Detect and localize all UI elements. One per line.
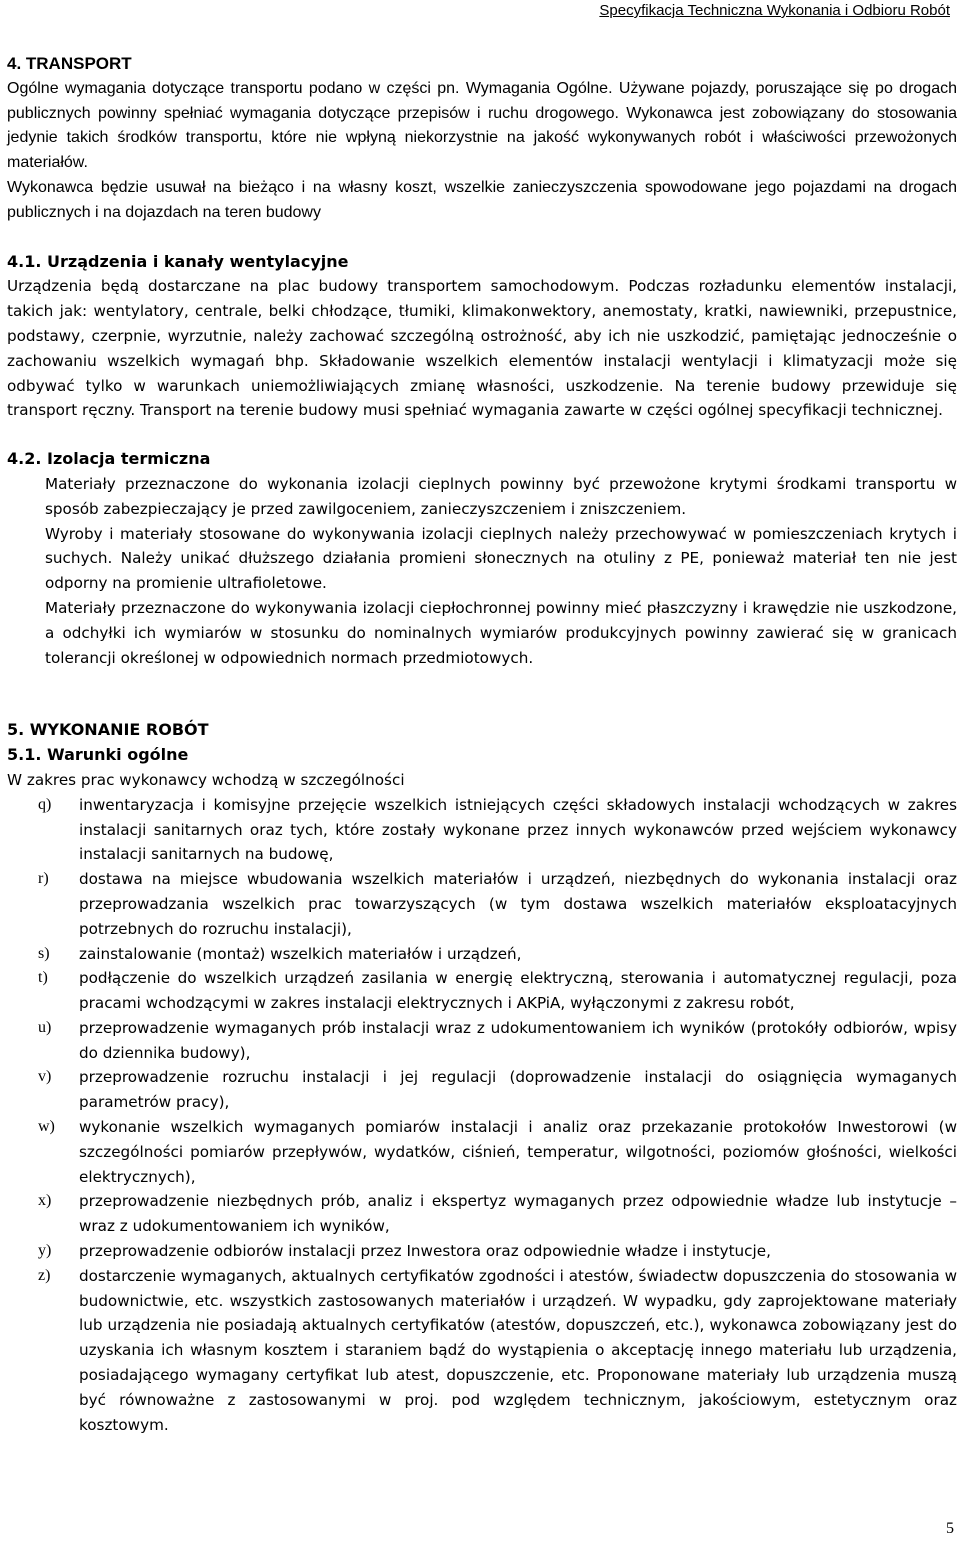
list-marker: t) <box>38 969 48 987</box>
list-marker: w) <box>38 1118 55 1136</box>
list-item <box>7 1189 957 1239</box>
list-marker: r) <box>38 870 49 888</box>
section-5-1-heading: 5.1. Warunki ogólne <box>7 745 189 765</box>
page-number: 5 <box>946 1520 954 1537</box>
list-item <box>7 867 957 941</box>
section-4-2-paragraph-2: Wyroby i materiały stosowane do wykonywania izolacji cieplnych należy przechowywać w pomieszczeniach krytych i suchych. Należy unikać dłuższego działania promieni słonecznych na otuliny z PE, ponieważ materiał ten nie jest odporny na promienie ultrafioletowe. <box>45 524 957 593</box>
document-body <box>7 52 957 1437</box>
list-item <box>7 1264 957 1438</box>
list-marker: u) <box>38 1018 52 1036</box>
list-item-text: dostarczenie wymaganych, aktualnych certyfikatów zgodności i atestów, świadectw dopuszczenia do stosowania w budownictwie, etc. wszystkich zastosowanych materiałów i urządzeń. W wypadku, gdy zaprojektowane materiały lub urządzenia nie posiadają aktualnych certyfikatów (atestów, dopuszczeń, etc.), wykonawca zobowiązany jest do uzyskania ich własnym kosztem i staraniem bądź do wystąpienia o akceptację innego materiału lub urządzenia, posiadającego wymagany certyfikat lub atest, dopuszczenie, etc. Proponowane materiały lub urządzenia muszą być równoważne z zastosowanymi w proj. pod względem technicznym, jakościowym, estetycznym oraz kosztowym. <box>79 1266 957 1434</box>
scope-list <box>7 793 957 1438</box>
list-item-text: podłączenie do wszelkich urządzeń zasilania w energię elektryczną, sterowania i automatycznej regulacji, poza pracami wchodzącymi w zakres instalacji elektrycznych i AKPiA, wyłączonymi z zakresu robót, <box>79 969 957 1013</box>
list-item <box>7 1016 957 1066</box>
list-marker: y) <box>38 1242 52 1260</box>
section-5-1-intro: W zakres prac wykonawcy wchodzą w szczególności <box>7 770 405 789</box>
section-4-paragraph-2: Wykonawca będzie usuwał na bieżąco i na własny koszt, wszelkie zanieczyszczenia spowodowane jego pojazdami na drogach publicznych i na dojazdach na teren budowy <box>7 178 957 221</box>
list-item <box>7 1239 957 1264</box>
list-item-text: przeprowadzenie odbiorów instalacji przez Inwestora oraz odpowiednie władze i instytucje, <box>79 1242 771 1261</box>
section-4-2-heading: 4.2. Izolacja termiczna <box>7 449 211 469</box>
list-marker: x) <box>38 1192 52 1210</box>
list-item <box>7 966 957 1016</box>
section-4-2-paragraph-1: Materiały przeznaczone do wykonania izolacji cieplnych powinny być przewożone krytymi środkami transportu w sposób zabezpieczający je przed zawilgoceniem, zanieczyszczeniem i zniszczeniem. <box>45 474 957 518</box>
list-item-text: dostawa na miejsce wbudowania wszelkich materiałów i urządzeń, niezbędnych do wykonania instalacji oraz przeprowadzania wszelkich prac towarzyszących (w tym dostawa wszelkich materiałów eksploatacyjnych potrzebnych do rozruchu instalacji), <box>79 870 957 938</box>
list-item-text: wykonanie wszelkich wymaganych pomiarów instalacji i analiz oraz przekazanie protokołów Inwestorowi (w szczególności pomiarów przepływów, wydatków, ciśnień, temperatur, wilgotności, poziomów głośności, wielkości elektrycznych), <box>79 1118 957 1186</box>
section-5-heading: 5. WYKONANIE ROBÓT <box>7 720 209 740</box>
section-4-heading: 4. TRANSPORT <box>7 54 132 73</box>
section-4-paragraph-1: Ogólne wymagania dotyczące transportu podano w części pn. Wymagania Ogólne. Używane pojazdy, poruszające się po drogach publicznych powinny spełniać wymagania dotyczące przepisów i ruchu drogowego. Wykonawca jest zobowiązany do stosowania jedynie takich środków transportu, które nie wpłyną niekorzystnie na jakość wykonywanych robót i właściwości przewożonych materiałów. <box>7 79 957 172</box>
list-item-text: zainstalowanie (montaż) wszelkich materiałów i urządzeń, <box>79 944 522 963</box>
document-title: Specyfikacja Techniczna Wykonania i Odbioru Robót <box>599 2 950 19</box>
list-item <box>7 1065 957 1115</box>
list-marker: v) <box>38 1068 52 1086</box>
page-header <box>0 2 960 19</box>
section-4-2-paragraph-3: Materiały przeznaczone do wykonywania izolacji ciepłochronnej powinny mieć płaszczyzny i krawędzie nie uszkodzone, a odchyłki ich wymiarów w stosunku do nominalnych wymiarów produkcyjnych powinny zawierać się w granicach tolerancji określonej w odpowiednich normach przedmiotowych. <box>45 598 957 667</box>
list-item-text: przeprowadzenie wymaganych prób instalacji wraz z udokumentowaniem ich wyników (protokóły odbiorów, wpisy do dziennika budowy), <box>79 1018 957 1062</box>
list-item-text: przeprowadzenie niezbędnych prób, analiz i ekspertyz wymaganych przez odpowiednie władze lub instytucje – wraz z udokumentowaniem ich wyników, <box>79 1192 957 1236</box>
list-item-text: przeprowadzenie rozruchu instalacji i jej regulacji (doprowadzenie instalacji do osiągnięcia wymaganych parametrów pracy), <box>79 1068 957 1112</box>
list-marker: s) <box>38 944 50 962</box>
list-item-text: inwentaryzacja i komisyjne przejęcie wszelkich istniejących części składowych instalacji wchodzących w zakres instalacji sanitarnych oraz tych, które zostały wykonane przez innych wykonawców przed wejściem wykonawcy instalacji sanitarnych na budowę, <box>79 795 957 864</box>
list-item <box>7 793 957 867</box>
list-marker: z) <box>38 1266 51 1284</box>
section-4-1-text: Urządzenia będą dostarczane na plac budowy transportem samochodowym. Podczas rozładunku elementów instalacji, takich jak: wentylatory, centrale, belki chłodzące, tłumiki, klimakonwektory, anemostaty, kratki, nawiewniki, przepustnice, podstawy, czerpnie, wyrzutnie, należy zachować szczególną ostrożność, aby ich nie uszkodzić, pamiętając jednocześnie o zachowaniu wszelkich wymagań bhp. Składowanie wszelkich elementów instalacji wentylacji i klimatyzacji może się odbywać tylko w warunkach uniemożliwiających zmianę własności, uszkodzenie. Na terenie budowy przewiduje się transport ręczny. Transport na terenie budowy musi spełniać wymagania zawarte w części ogólnej specyfikacji technicznej. <box>7 277 957 420</box>
list-item <box>7 1115 957 1189</box>
list-marker: q) <box>38 795 52 813</box>
section-4-1-heading: 4.1. Urządzenia i kanały wentylacyjne <box>7 251 349 271</box>
list-item <box>7 942 957 967</box>
